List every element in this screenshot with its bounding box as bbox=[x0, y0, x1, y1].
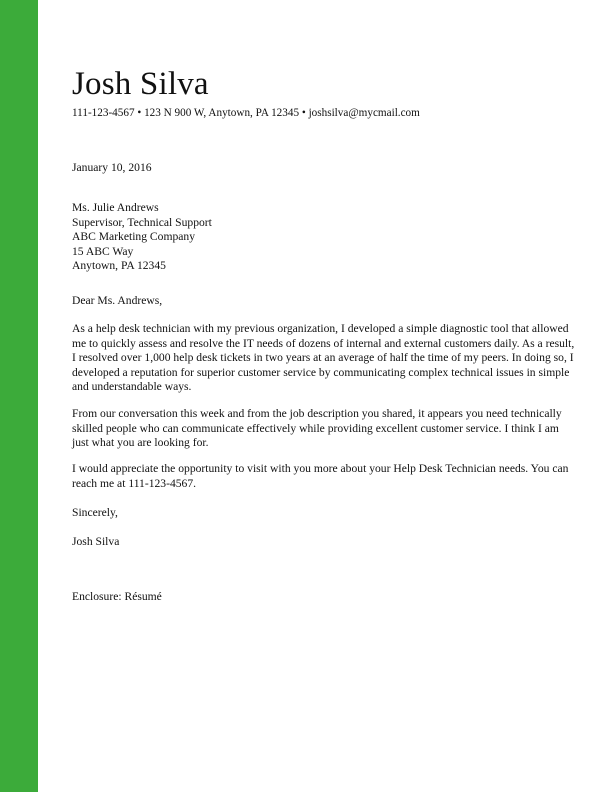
recipient-title: Supervisor, Technical Support bbox=[72, 215, 212, 229]
salutation: Dear Ms. Andrews, bbox=[72, 294, 163, 307]
signer-name: Josh Silva bbox=[72, 535, 120, 548]
recipient-name: Ms. Julie Andrews bbox=[72, 201, 159, 214]
recipient-street: 15 ABC Way bbox=[72, 244, 134, 258]
enclosure-note: Enclosure: Résumé bbox=[72, 590, 162, 603]
recipient-city-state-zip: Anytown, PA 12345 bbox=[72, 259, 166, 273]
body-paragraph-3: I would appreciate the opportunity to visit with you more about your Help Desk Technician needs. You can reach me at 111-123-4567. bbox=[72, 462, 569, 490]
body-paragraph-1: As a help desk technician with my previous organization, I developed a simple diagnostic tool that allowed me to quickly assess and resolve the IT needs of dozens of internal and external customers daily. As a result, I resolved over 1,000 help desk tickets in two years at an average of half the time of my peers. In doing so, I developed a reputation for superior customer service by communicating complex technical issues in simple and understandable ways. bbox=[72, 322, 575, 394]
body-paragraph-2: From our conversation this week and from the job description you shared, it appears you need technically skilled people who can communicate effectively while providing excellent customer service. I think I am just what you are looking for. bbox=[72, 407, 562, 450]
sender-contact-line: 111-123-4567 • 123 N 900 W, Anytown, PA 12345 • joshsilva@mycmail.com bbox=[72, 107, 420, 119]
sender-name: Josh Silva bbox=[72, 66, 209, 102]
recipient-company: ABC Marketing Company bbox=[72, 230, 196, 244]
accent-sidebar-bar bbox=[0, 0, 38, 792]
letter-date: January 10, 2016 bbox=[72, 161, 152, 174]
closing: Sincerely, bbox=[72, 506, 118, 519]
recipient-address bbox=[72, 201, 212, 274]
